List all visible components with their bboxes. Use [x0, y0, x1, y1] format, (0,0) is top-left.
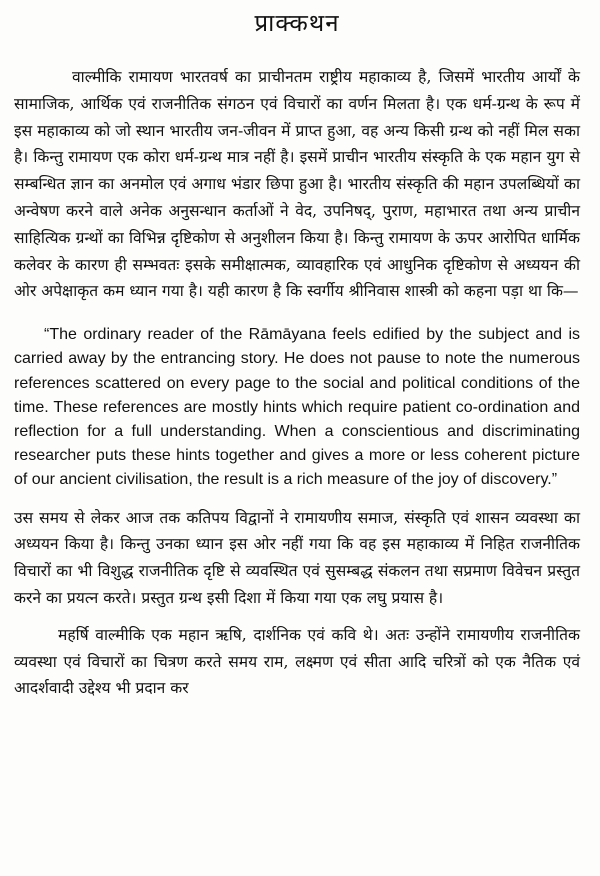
paragraph-after-quote: उस समय से लेकर आज तक कतिपय विद्वानों ने रामायणीय समाज, संस्कृति एवं शासन व्यवस्था का अध्ययन किया है। किन्तु उनका ध्यान इस ओर नहीं गया कि वह इस महाकाव्य में निहित राजनीतिक विचारों का भी विशुद्ध राजनीतिक दृष्टि से व्यवस्थित एवं सुसम्बद्ध संकलन तथा सप्रमाण विवेचन प्रस्तुत करने का प्रयत्न करते। प्रस्तुत ग्रन्थ इसी दिशा में किया गया एक लघु प्रयास है। [14, 508, 580, 607]
page-title: प्राक्कथन [254, 9, 340, 37]
paragraph-intro: वाल्मीकि रामायण भारतवर्ष का प्राचीनतम राष्ट्रीय महाकाव्य है, जिसमें भारतीय आर्यों के सामाजिक, आर्थिक एवं राजनीतिक संगठन एवं विचारों का वर्णन मिलता है। एक धर्म-ग्रन्थ के रूप में इस महाकाव्य को जो स्थान भारतीय जन-जीवन में प्राप्त हुआ, वह अन्य किसी ग्रन्थ को नहीं मिल सका है। किन्तु रामायण एक कोरा धर्म-ग्रन्थ मात्र नहीं है। इसमें प्राचीन भारतीय संस्कृति के एक महान युग से सम्बन्धित ज्ञान का अनमोल एवं अगाध भंडार छिपा हुआ है। भारतीय संस्कृति की महान उपलब्धियों का अन्वेषण करने वाले अनेक अनुसन्धान कर्ताओं ने वेद, उपनिषद्, पुराण, महाभारत तथा अन्य प्राचीन साहित्यिक ग्रन्थों का विभिन्न दृष्टिकोण से अनुशीलन किया है। किन्तु रामायण के ऊपर आरोपित धार्मिक कलेवर के कारण ही सम्भवतः इसके समीक्षात्मक, व्यावहारिक एवं आधुनिक दृष्टिकोण से अध्ययन की ओर अपेक्षाकृत कम ध्यान गया है। यही कारण है कि स्वर्गीय श्रीनिवास शास्त्री को कहना पड़ा था कि— [14, 68, 581, 301]
paragraph-valmiki: महर्षि वाल्मीकि एक महान ऋषि, दार्शनिक एवं कवि थे। अतः उन्होंने रामायणीय राजनीतिक व्यवस्था एवं विचारों का चित्रण करते समय राम, लक्ष्मण एवं सीता आदि चरित्रों को एक नैतिक एवं आदर्शवादी उद्देश्य भी प्रदान कर [14, 625, 580, 698]
block-quote: “The ordinary reader of the Rāmāyana feels edified by the subject and is carried away by the entrancing story. He does not pause to note the numerous references scattered on every page to the social and political conditions of the time. These references are mostly hints which require patient co-ordination and reflection for a full understanding. When a conscientious and discriminating researcher puts these hints together and gives a more or less coherent picture of our ancient civilisation, the result is a rich measure of the joy of discovery.” [14, 326, 580, 489]
